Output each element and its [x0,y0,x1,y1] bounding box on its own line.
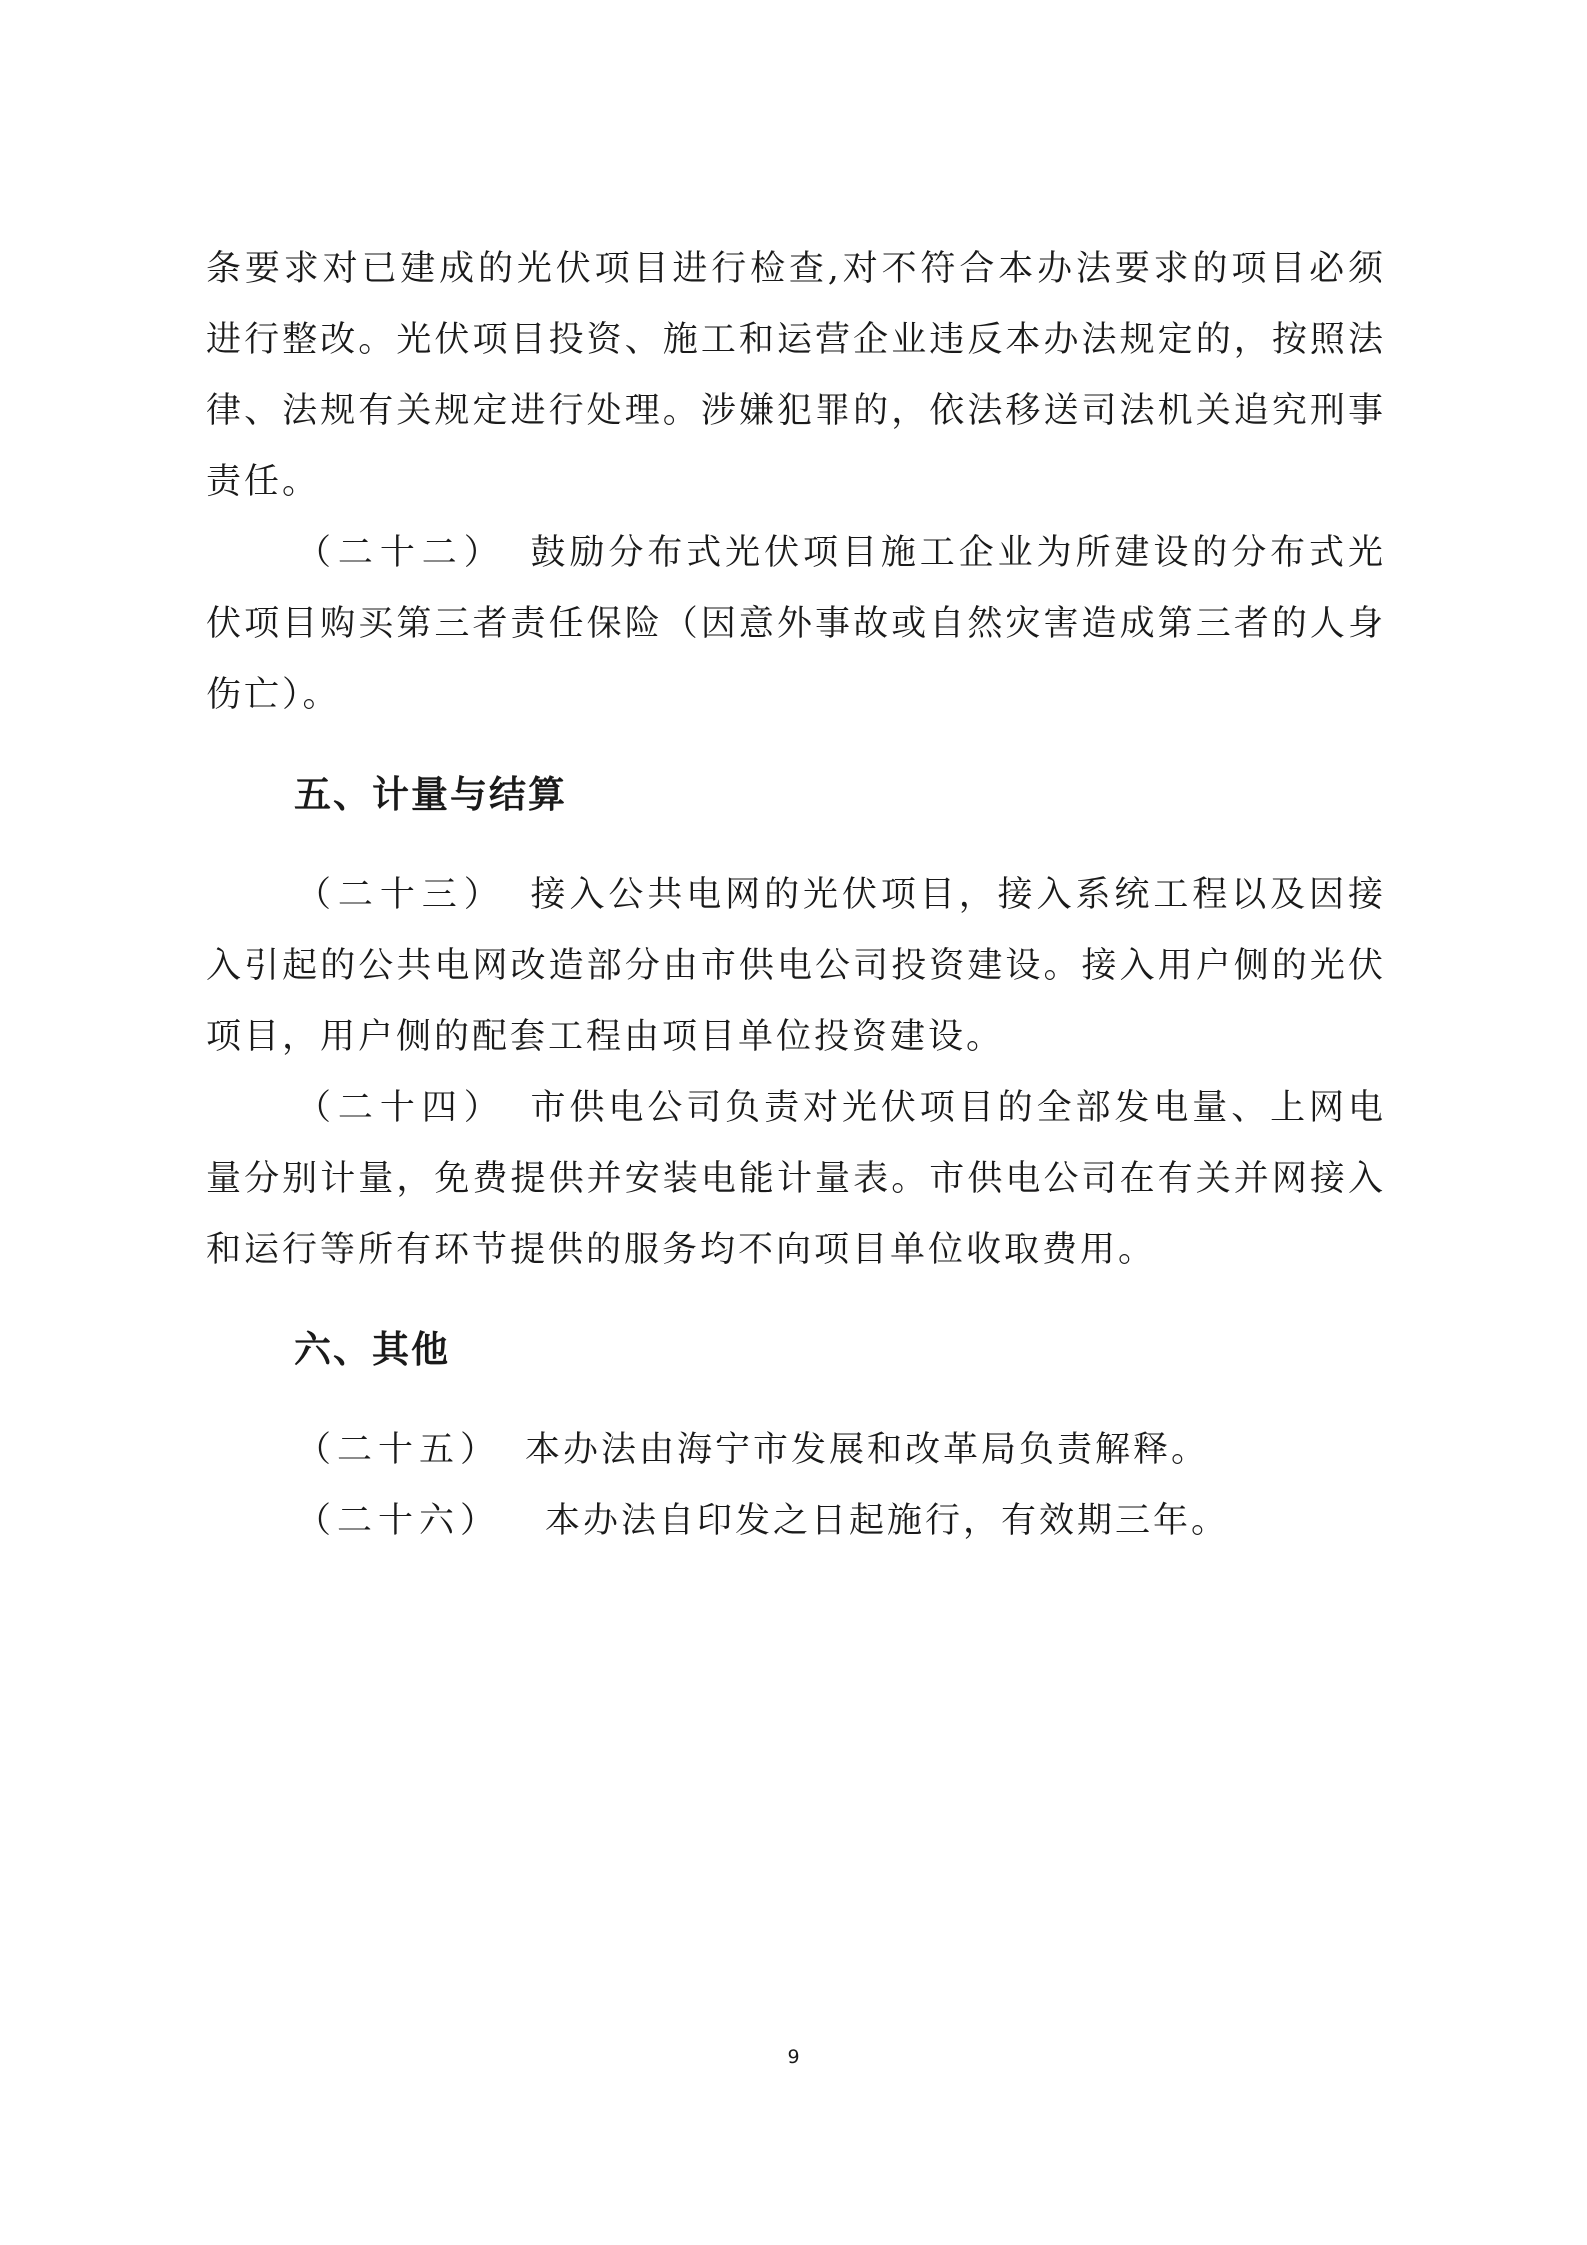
article-number: （二十六） [296,1501,502,1541]
article-text: 本办法由海宁市发展和改革局负责解释。 [525,1430,1210,1470]
article-text: 本办法自印发之日起施行，有效期三年。 [545,1501,1230,1541]
article-text: 市供电公司负责对光伏项目的全部发电量、上网电量分别计量，免费提供并安装电能计量表。市供电公司在有关并网接入和运行等所有环节提供的服务均不向项目单位收取费用。 [206,1088,1386,1270]
article-number: （二十三） [296,875,506,915]
article-25 [206,1415,1386,1486]
section-heading-other: 六、其他 [294,1328,450,1371]
section-heading-metering: 五、计量与结算 [294,773,567,816]
article-22 [206,518,1386,731]
paragraph-continued [206,234,1386,518]
article-24 [206,1073,1386,1286]
article-number: （二十五） [296,1430,502,1470]
paragraph-text: 条要求对已建成的光伏项目进行检查,对不符合本办法要求的项目必须进行整改。光伏项目投资、施工和运营企业违反本办法规定的，按照法律、法规有关规定进行处理。涉嫌犯罪的，依法移送司法机关追究刑事责任。 [206,249,1386,502]
article-26 [206,1486,1386,1557]
article-text: 接入公共电网的光伏项目，接入系统工程以及因接入引起的公共电网改造部分由市供电公司投资建设。接入用户侧的光伏项目，用户侧的配套工程由项目单位投资建设。 [206,875,1386,1057]
page-number: 9 [787,2046,800,2068]
document-body [206,234,1386,1557]
article-23 [206,860,1386,1073]
article-text: 鼓励分布式光伏项目施工企业为所建设的分布式光伏项目购买第三者责任保险（因意外事故或自然灾害造成第三者的人身伤亡）。 [206,533,1386,715]
article-number: （二十四） [296,1088,506,1128]
article-number: （二十二） [296,533,506,573]
